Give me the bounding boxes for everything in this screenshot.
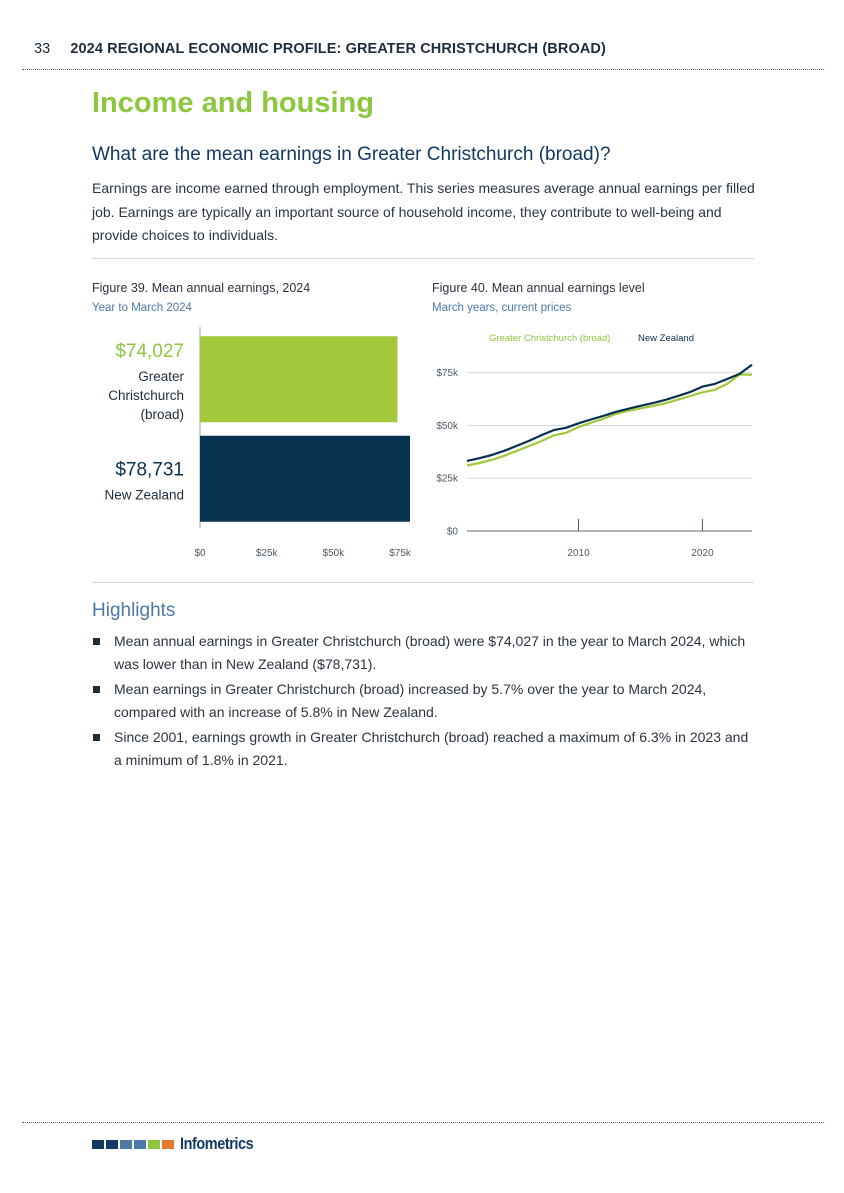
infometrics-logo bbox=[92, 1134, 266, 1154]
section-question: What are the mean earnings in Greater Christchurch (broad)? bbox=[92, 144, 611, 165]
logo-square bbox=[148, 1140, 160, 1149]
logo-square bbox=[134, 1140, 146, 1149]
page-number: 33 bbox=[34, 41, 51, 57]
footer-divider bbox=[22, 1122, 824, 1123]
logo-square bbox=[106, 1140, 118, 1149]
line-xtick-label: 2010 bbox=[567, 548, 590, 559]
series-line-0 bbox=[467, 375, 752, 466]
highlight-item: Mean earnings in Greater Christchurch (broad) increased by 5.7% over the year to March 2024, compared with an increase of 5.8% in New Zealand. bbox=[92, 678, 752, 724]
logo-wordmark: Infometrics bbox=[180, 1134, 254, 1153]
highlight-item: Mean annual earnings in Greater Christchurch (broad) were $74,027 in the year to March 2024, which was lower than in New Zealand ($78,731). bbox=[92, 630, 752, 676]
highlights-list bbox=[92, 630, 752, 774]
legend-entry: Greater Christchurch (broad) bbox=[489, 333, 611, 344]
bar-tick-label: $25k bbox=[255, 548, 278, 559]
line-chart-area bbox=[436, 333, 752, 559]
intro-paragraph: Earnings are income earned through employment. This series measures average annual earnings per filled job. Earnings are typically an important source of household income, they contribute to well-being and provide choices to individuals. bbox=[92, 180, 755, 243]
bar-category-label: Christchurch bbox=[108, 387, 184, 403]
bar-tick-label: $0 bbox=[194, 548, 206, 559]
section-title: Income and housing bbox=[92, 87, 374, 119]
report-title: 2024 REGIONAL ECONOMIC PROFILE: GREATER CHRISTCHURCH (BROAD) bbox=[70, 41, 606, 57]
line-xtick-label: 2020 bbox=[691, 548, 714, 559]
line-ytick-label: $0 bbox=[446, 526, 458, 538]
series-line-1 bbox=[467, 365, 752, 461]
logo-square bbox=[92, 1140, 104, 1149]
bar-value-label: $78,731 bbox=[115, 459, 184, 481]
figure40-subtitle: March years, current prices bbox=[432, 302, 572, 314]
line-ytick-label: $50k bbox=[436, 420, 458, 432]
bar-tick-label: $50k bbox=[322, 548, 345, 559]
bar-category-label: New Zealand bbox=[104, 487, 184, 503]
highlights-title: Highlights bbox=[92, 600, 176, 621]
figure39-title: Figure 39. Mean annual earnings, 2024 bbox=[92, 281, 311, 295]
bar-value-label: $74,027 bbox=[115, 340, 184, 362]
bar-category-label: (broad) bbox=[140, 406, 184, 422]
line-ytick-label: $75k bbox=[436, 368, 458, 380]
highlight-item: Since 2001, earnings growth in Greater Christchurch (broad) reached a maximum of 6.3% in 2023 and a minimum of 1.8% in 2021. bbox=[92, 726, 752, 772]
logo-square bbox=[120, 1140, 132, 1149]
bar-category-label: Greater bbox=[138, 368, 184, 384]
line-ytick-label: $25k bbox=[436, 473, 458, 485]
logo-square bbox=[162, 1140, 174, 1149]
divider-bottom bbox=[92, 582, 754, 583]
bar-tick-label: $75k bbox=[389, 548, 411, 559]
legend-entry: New Zealand bbox=[638, 333, 694, 344]
logo-squares bbox=[92, 1140, 176, 1149]
figure39-subtitle: Year to March 2024 bbox=[92, 302, 192, 314]
figure40-title: Figure 40. Mean annual earnings level bbox=[432, 281, 645, 295]
